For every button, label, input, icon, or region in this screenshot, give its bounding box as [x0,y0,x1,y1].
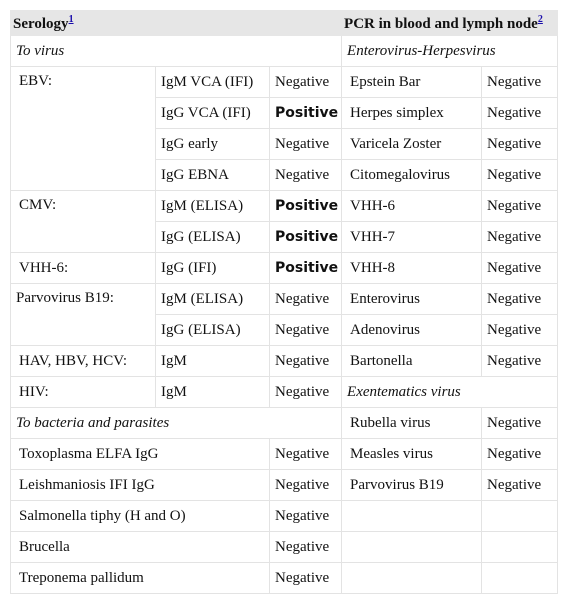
test-cell: IgG (IFI) [156,253,270,284]
pcr-agent-cell: Citomegalovirus [342,160,482,191]
pcr-agent-cell: Enterovirus [342,284,482,315]
table-header-row [11,11,558,36]
result-cell-positive: Positive [270,191,342,222]
agent-cell: Parvovirus B19: [11,284,156,346]
test-cell: IgM VCA (IFI) [156,67,270,98]
pcr-header [342,11,558,36]
agent-cell: EBV: [11,67,156,191]
result-cell: Negative [270,67,342,98]
pcr-agent-cell: Bartonella [342,346,482,377]
pcr-result-cell: Negative [482,67,558,98]
results-table [10,10,558,594]
section-label-enterovirus: Enterovirus-Herpesvirus [342,36,558,67]
agent-cell: Treponema pallidum [11,563,270,594]
agent-cell: Brucella [11,532,270,563]
agent-cell: HIV: [11,377,156,408]
result-cell: Negative [270,439,342,470]
section-label-exanthematic: Exentematics virus [342,377,558,408]
table-row [11,470,558,501]
result-cell-positive: Positive [270,253,342,284]
test-cell: IgG EBNA [156,160,270,191]
test-cell: IgG VCA (IFI) [156,98,270,129]
pcr-agent-cell: VHH-7 [342,222,482,253]
test-cell: IgM [156,377,270,408]
pcr-result-cell: Negative [482,129,558,160]
table-row [11,377,558,408]
agent-cell: CMV: [11,191,156,253]
pcr-result-cell: Negative [482,160,558,191]
pcr-result-cell: Negative [482,439,558,470]
table-row [11,532,558,563]
test-cell: IgG (ELISA) [156,315,270,346]
empty-cell [342,532,482,563]
pcr-agent-cell: Herpes simplex [342,98,482,129]
empty-cell [482,501,558,532]
table-row [11,346,558,377]
result-cell: Negative [270,563,342,594]
pcr-agent-cell: Adenovirus [342,315,482,346]
pcr-agent-cell: VHH-8 [342,253,482,284]
table-row [11,501,558,532]
pcr-result-cell: Negative [482,284,558,315]
agent-cell: Toxoplasma ELFA IgG [11,439,270,470]
result-cell-positive: Positive [270,222,342,253]
pcr-result-cell: Negative [482,191,558,222]
serology-header-text: Serology [13,15,69,32]
test-cell: IgG early [156,129,270,160]
pcr-agent-cell: Epstein Bar [342,67,482,98]
pcr-header-text: PCR in blood and lymph node [344,15,538,32]
agent-cell: VHH-6: [11,253,156,284]
result-cell: Negative [270,532,342,563]
table-row [11,36,558,67]
pcr-result-cell: Negative [482,470,558,501]
test-cell: IgM (ELISA) [156,191,270,222]
pcr-result-cell: Negative [482,98,558,129]
pcr-result-cell: Negative [482,346,558,377]
pcr-footnote-link[interactable]: 2 [537,13,543,25]
table-row [11,191,558,222]
table-row [11,253,558,284]
result-cell-positive: Positive [270,98,342,129]
pcr-agent-cell: Varicela Zoster [342,129,482,160]
result-cell: Negative [270,315,342,346]
empty-cell [482,563,558,594]
test-cell: IgG (ELISA) [156,222,270,253]
pcr-result-cell: Negative [482,315,558,346]
table-row [11,408,558,439]
section-label-virus: To virus [11,36,342,67]
test-cell: IgM [156,346,270,377]
result-cell: Negative [270,160,342,191]
serology-header [11,11,342,36]
test-cell: IgM (ELISA) [156,284,270,315]
pcr-result-cell: Negative [482,408,558,439]
result-cell: Negative [270,346,342,377]
empty-cell [482,532,558,563]
empty-cell [342,501,482,532]
pcr-result-cell: Negative [482,222,558,253]
section-label-bacteria: To bacteria and parasites [11,408,342,439]
agent-cell: Leishmaniosis IFI IgG [11,470,270,501]
empty-cell [342,563,482,594]
table-row [11,67,558,98]
pcr-agent-cell: Rubella virus [342,408,482,439]
result-cell: Negative [270,501,342,532]
result-cell: Negative [270,129,342,160]
table-row [11,439,558,470]
pcr-agent-cell: VHH-6 [342,191,482,222]
table-row [11,284,558,315]
result-cell: Negative [270,470,342,501]
result-cell: Negative [270,284,342,315]
agent-cell: HAV, HBV, HCV: [11,346,156,377]
serology-footnote-link[interactable]: 1 [68,13,74,25]
pcr-result-cell: Negative [482,253,558,284]
result-cell: Negative [270,377,342,408]
table-row [11,563,558,594]
agent-cell: Salmonella tiphy (H and O) [11,501,270,532]
pcr-agent-cell: Measles virus [342,439,482,470]
pcr-agent-cell: Parvovirus B19 [342,470,482,501]
